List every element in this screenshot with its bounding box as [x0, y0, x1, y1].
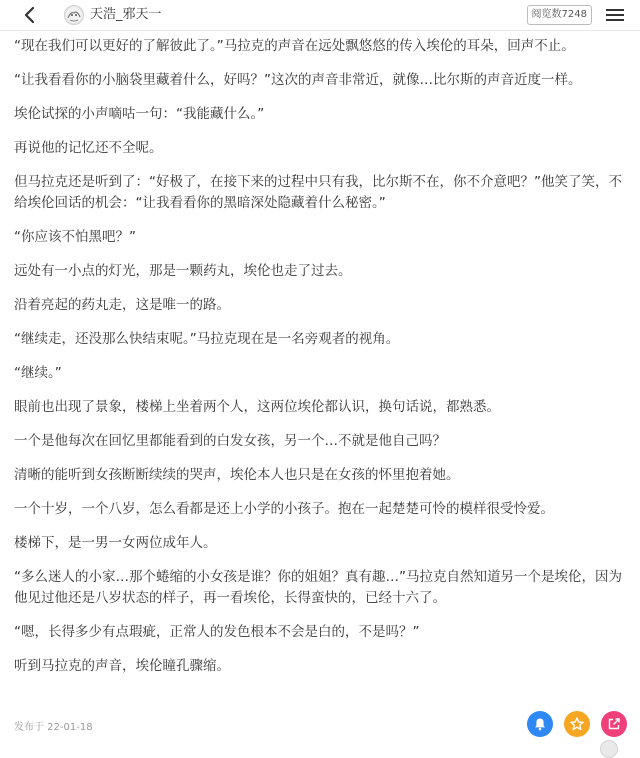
article-paragraph: “继续走，还没那么快结束呢。”马拉克现在是一名旁观者的视角。: [14, 331, 400, 347]
article-paragraph: 清晰的能听到女孩断断续续的哭声，埃伦本人也只是在女孩的怀里抱着她。: [14, 467, 460, 483]
article-paragraph: 楼梯下，是一男一女两位成年人。: [14, 535, 217, 551]
article-paragraph: 但马拉克还是听到了：“好极了，在接下来的过程中只有我，比尔斯不在，你不介意吧？”他笑了笑，不给埃伦回话的机会：“让我看看你的黑暗深处隐藏着什么秘密。”: [14, 174, 622, 211]
article-paragraph: 一个十岁，一个八岁，怎么看都是还上小学的小孩子。抱在一起楚楚可怜的模样很受怜爱。: [14, 501, 554, 517]
article-paragraph: “嗯，长得多少有点瑕疵，正常人的发色根本不会是白的，不是吗？”: [14, 624, 420, 640]
share-button[interactable]: [601, 711, 627, 737]
chevron-left-icon: [23, 6, 35, 24]
avatar[interactable]: [64, 5, 84, 25]
bell-icon: [533, 717, 547, 731]
article-body: [14, 36, 626, 690]
top-nav-bar: [0, 0, 640, 31]
avatar-illustration-icon: [65, 6, 83, 24]
author-name[interactable]: 天浩_邪天一: [90, 7, 162, 22]
read-count-badge: 阅览数7248: [527, 5, 592, 25]
article-paragraph: 听到马拉克的声音，埃伦瞳孔骤缩。: [14, 658, 230, 674]
article-paragraph: “现在我们可以更好的了解彼此了。”马拉克的声音在远处飘悠悠的传入埃伦的耳朵，回声不止。: [14, 38, 575, 54]
article-paragraph: 远处有一小点的灯光，那是一颗药丸，埃伦也走了过去。: [14, 263, 352, 279]
article-paragraph: “让我看看你的小脑袋里藏着什么，好吗？”这次的声音非常近，就像…比尔斯的声音近度一样。: [14, 72, 582, 88]
article-paragraph: 埃伦试探的小声嘀咕一句：“我能藏什么。”: [14, 106, 265, 122]
article-paragraph: 再说他的记忆还不全呢。: [14, 140, 163, 156]
share-icon: [607, 717, 621, 731]
article-paragraph: “多么迷人的小家…那个蜷缩的小女孩是谁？你的姐姐？真有趣…”马拉克自然知道另一个是埃伦，因为他见过他还是八岁状态的样子，再一看埃伦，长得蛮快的，已经十六了。: [14, 569, 622, 606]
menu-button[interactable]: [604, 6, 626, 24]
floating-avatar-icon[interactable]: [600, 740, 618, 758]
notify-button[interactable]: [527, 711, 553, 737]
star-icon: [570, 717, 584, 731]
article-paragraph: 沿着亮起的药丸走，这是唯一的路。: [14, 297, 230, 313]
back-button[interactable]: [16, 4, 42, 26]
favorite-button[interactable]: [564, 711, 590, 737]
hamburger-menu-icon: [605, 7, 625, 23]
article-paragraph: 眼前也出现了景象，楼梯上坐着两个人，这两位埃伦都认识，换句话说，都熟悉。: [14, 399, 500, 415]
publish-date: 发布于 22-01-18: [14, 722, 93, 733]
article-paragraph: “继续。”: [14, 365, 62, 381]
article-paragraph: “你应该不怕黑吧？”: [14, 229, 136, 245]
article-paragraph: 一个是他每次在回忆里都能看到的白发女孩，另一个…不就是他自己吗？: [14, 433, 446, 449]
